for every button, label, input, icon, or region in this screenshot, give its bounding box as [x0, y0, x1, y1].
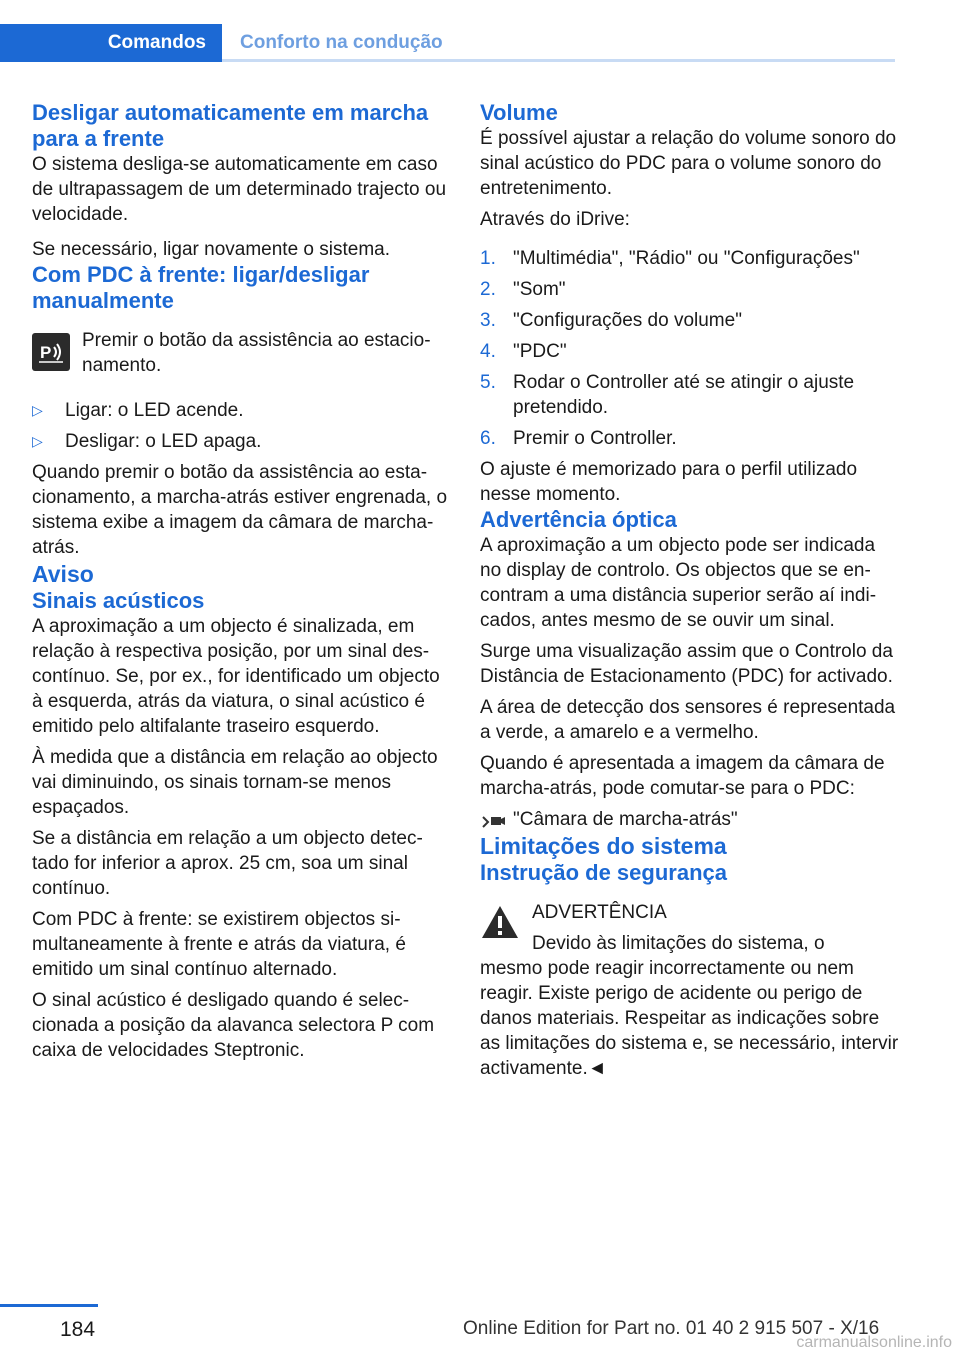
paragraph-optica-4: Quando é apresentada a imagem da câmara de marcha-atrás, pode comutar-se para o PDC:: [480, 753, 885, 799]
warning-text-start: Devido às limitações do sistema, o: [532, 933, 825, 954]
list-item: 5. Rodar o Controller até se atingir o ajuste pretendido.: [480, 372, 855, 418]
watermark: carmanualsonline.info: [796, 1334, 952, 1351]
paragraph-button: Premir o botão da assistência ao estacionamento.: [82, 330, 431, 376]
paragraph-volume-1: É possível ajustar a relação do volume sonoro do sinal acústico do PDC para o volume sonoro do entretenimento.: [480, 128, 897, 199]
heading-aviso: Aviso: [32, 561, 94, 587]
camera-switch-row: [480, 807, 900, 832]
paragraph-optica-2: Surge uma visualização assim que o Controlo da Distância de Estacionamento (PDC) for activado.: [480, 641, 893, 687]
header-rule: [222, 59, 895, 62]
camera-label: "Câmara de marcha-atrás": [513, 809, 738, 830]
paragraph-sinais-1: A aproximação a um objecto é sinalizada, em relação à respectiva posição, por um sinal descontínuo. Se, por ex., for identificado um objecto à esquerda, atrás da viatura, o sinal acústico é emitido pelo altifalante traseiro esquerdo.: [32, 616, 440, 737]
list-item: 1. "Multimédia", "Rádio" ou "Configurações": [480, 248, 860, 269]
list-item: 2. "Som": [480, 279, 566, 300]
list-item: 4. "PDC": [480, 341, 567, 362]
paragraph-optica-1: A aproximação a um objecto pode ser indicada no display de controlo. Os objectos que se encontram a uma distância superior serão aí indicados, antes mesmo de se ouvir um sinal.: [480, 535, 877, 631]
heading-auto-off: Desligar automaticamente em marcha para a frente: [32, 100, 429, 151]
edition-note: Online Edition for Part no. 01 40 2 915 507 - X/16: [463, 1318, 880, 1339]
warning-title: ADVERTÊNCIA: [532, 902, 667, 923]
warning-block: [480, 900, 900, 956]
svg-text:P: P: [40, 343, 52, 362]
heading-manual: Com PDC à frente: ligar/desligar manualmente: [32, 262, 370, 313]
paragraph-volume-2: Através do iDrive:: [480, 209, 630, 230]
list-item: ▷ Desligar: o LED apaga.: [32, 431, 262, 452]
paragraph-volume-3: O ajuste é memorizado para o perfil utilizado nesse momento.: [480, 459, 858, 505]
paragraph-sinais-2: À medida que a distância em relação ao objecto vai diminuindo, os sinais tornam-se menos espaçados.: [32, 747, 438, 818]
paragraph-sinais-4: Com PDC à frente: se existirem objectos simultaneamente à frente e atrás da viatura, é emitido um sinal contínuo alternado.: [32, 909, 406, 980]
warning-text: mesmo pode reagir incorrectamente ou nem reagir. Existe perigo de acidente ou perigo de danos materiais. Respeitar as indicações sobre as limitações do sistema e, se necessário, intervir activamente.◄: [480, 958, 899, 1079]
list-item: ▷ Ligar: o LED acende.: [32, 400, 244, 421]
section-tab-comandos: Comandos: [0, 24, 222, 62]
list-item: 3. "Configurações do volume": [480, 310, 742, 331]
rear-camera-icon: [480, 809, 506, 831]
parking-assist-button-icon: [32, 333, 70, 371]
section-tab-conforto: Conforto na condução: [240, 32, 443, 53]
warning-triangle-icon: [480, 904, 520, 940]
paragraph-auto-off-2: Se necessário, ligar novamente o sistema.: [32, 239, 391, 260]
paragraph-optica-3: A área de detecção dos sensores é representada a verde, a amarelo e a vermelho.: [480, 697, 896, 743]
paragraph-camera: Quando premir o botão da assistência ao estacionamento, a marcha-atrás estiver engrenada, o sistema exibe a imagem da câmara de marcha-atrás.: [32, 462, 448, 558]
page-number: 184: [60, 1318, 96, 1341]
heading-volume: Volume: [480, 100, 558, 125]
page-header: [0, 24, 895, 62]
heading-sinais: Sinais acústicos: [32, 588, 205, 613]
heading-limitacoes: Limitações do sistema: [480, 833, 727, 859]
heading-optica: Advertência óptica: [480, 507, 677, 532]
heading-seguranca: Instrução de segurança: [480, 860, 727, 885]
left-column: [32, 100, 452, 1063]
right-column: [480, 100, 900, 1081]
paragraph-sinais-3: Se a distância em relação a um objecto detectado for inferior a aprox. 25 cm, soa um sinal contínuo.: [32, 828, 423, 899]
triangle-bullet-icon: ▷: [32, 402, 43, 418]
footer-rule: [0, 1304, 98, 1307]
triangle-bullet-icon: ▷: [32, 433, 43, 449]
paragraph-auto-off-1: O sistema desliga-se automaticamente em caso de ultrapassagem de um determinado trajecto ou velocidade.: [32, 154, 447, 225]
paragraph-sinais-5: O sinal acústico é desligado quando é seleccionada a posição da alavanca selectora P com caixa de velocidades Steptronic.: [32, 990, 435, 1061]
parking-button-row: [32, 328, 452, 378]
list-item: 6. Premir o Controller.: [480, 428, 677, 449]
